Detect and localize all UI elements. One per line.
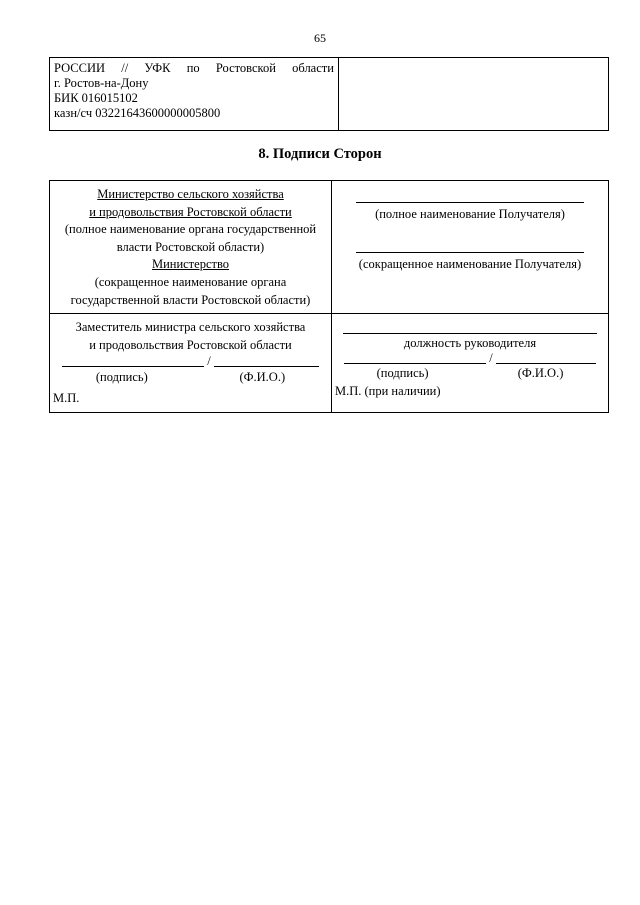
seal-label: М.П. [53, 390, 80, 405]
recipient-short-name-blank [356, 222, 584, 253]
ministry-short-name: Министерство [151, 257, 230, 272]
bank-word: // [121, 61, 129, 75]
ministry-signature-cell [50, 314, 332, 413]
recipient-position-caption: должность руководителя [403, 336, 537, 350]
ministry-full-caption-line-2: власти Ростовской области) [116, 239, 265, 254]
signature-caption: (подпись) [95, 370, 148, 385]
ministry-position-line-1: Заместитель министра сельского хозяйства [75, 320, 306, 334]
bank-city: г. Ростов-на-Дону [54, 76, 149, 90]
bank-word: области [292, 61, 334, 75]
ministry-signature-captions [50, 367, 331, 387]
signature-blank [62, 354, 204, 367]
bank-word: РОССИИ [54, 61, 106, 75]
recipient-short-caption: (сокращенное наименование Получателя) [358, 257, 582, 271]
bank-word: по [186, 61, 200, 75]
recipient-signature-cell [332, 314, 609, 413]
name-blank [496, 351, 596, 364]
bank-word: УФК [144, 61, 171, 75]
page-number: 65 [314, 31, 326, 45]
ministry-name-cell [50, 181, 332, 314]
signatures-table [49, 180, 609, 413]
ministry-short-caption-line-2: государственной власти Ростовской области) [70, 292, 311, 307]
ministry-full-caption-line-1: (полное наименование органа государственной [64, 222, 317, 237]
bank-details-table [49, 57, 609, 131]
bank-details-cell [50, 58, 339, 131]
name-caption: (Ф.И.О.) [517, 366, 564, 380]
recipient-full-caption: (полное наименование Получателя) [375, 207, 565, 221]
signature-caption: (подпись) [376, 366, 429, 380]
recipient-signature-captions [332, 364, 608, 381]
name-blank [214, 354, 319, 367]
ministry-short-caption-line-1: (сокращенное наименование органа [94, 274, 287, 289]
recipient-name-cell [332, 181, 609, 314]
ministry-position-line-2: и продовольствия Ростовской области [89, 337, 292, 352]
slash: / [489, 351, 493, 365]
name-caption: (Ф.И.О.) [239, 370, 286, 385]
recipient-full-name-blank [356, 186, 584, 203]
ministry-signature-line [50, 354, 331, 367]
ministry-full-name-line-1: Министерство сельского хозяйства [97, 187, 284, 201]
seal-label: М.П. (при наличии) [335, 384, 441, 398]
recipient-position-blank [343, 319, 597, 334]
bank-details-empty-cell [339, 58, 609, 131]
bank-bik: БИК 016015102 [54, 91, 138, 105]
section-heading: 8. Подписи Сторон [258, 146, 382, 162]
signature-blank [344, 351, 486, 364]
slash: / [207, 354, 211, 369]
ministry-full-name-line-2: и продовольствия Ростовской области [89, 204, 292, 219]
bank-word: Ростовской [215, 61, 276, 75]
bank-account: казн/сч 03221643600000005800 [54, 106, 221, 120]
recipient-signature-line [332, 351, 608, 364]
bank-line-1 [54, 61, 334, 76]
